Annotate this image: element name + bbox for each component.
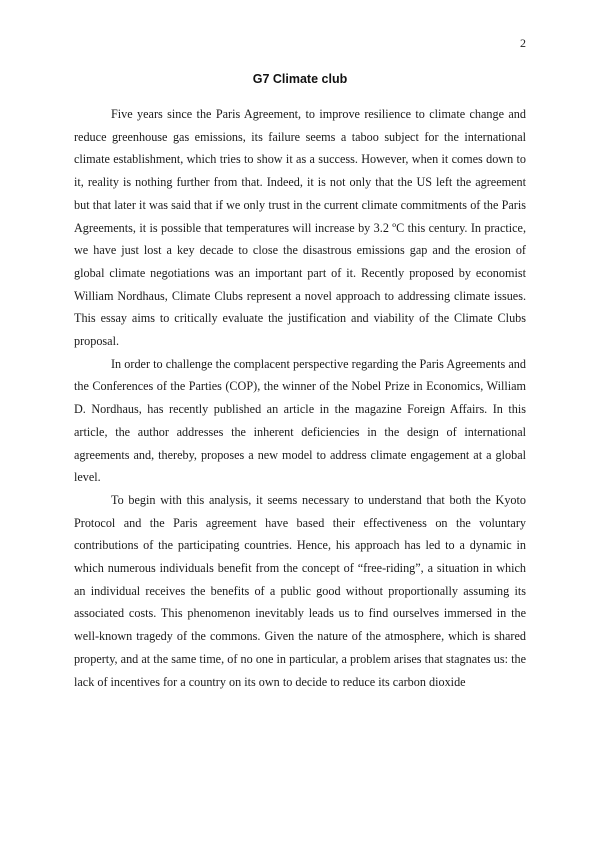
document-title: G7 Climate club bbox=[252, 72, 348, 86]
page-number: 2 bbox=[520, 36, 526, 50]
paragraph: Five years since the Paris Agreement, to improve resilience to climate change and reduce greenhouse gas emissions, its failure seems a taboo subject for the international climate establishment, which tries to show it as a success. However, when it comes down to it, reality is nothing further from that. Indeed, it is not only that the US left the agreement but that later it was said that if we only trust in the current climate commitments of the Paris Agreements, it is possible that temperatures will increase by 3.2 ºC this century. In practice, we have just lost a key decade to close the disastrous emissions gap and the erosion of global climate negotiations was an important part of it. Recently proposed by economist William Nordhaus, Climate Clubs represent a novel approach to addressing climate issues. This essay aims to critically evaluate the justification and viability of the Climate Clubs proposal. bbox=[74, 107, 526, 349]
document-body bbox=[74, 103, 526, 693]
paragraph: In order to challenge the complacent perspective regarding the Paris Agreements and the Conferences of the Parties (COP), the winner of the Nobel Prize in Economics, William D. Nordhaus, has recently published an article in the magazine Foreign Affairs. In this article, the author addresses the inherent deficiencies in the design of international agreements and, thereby, proposes a new model to address climate engagement at a global level. bbox=[74, 356, 526, 485]
paragraph: To begin with this analysis, it seems necessary to understand that both the Kyoto Protocol and the Paris agreement have based their effectiveness on the voluntary contributions of the participating countries. Hence, his approach has led to a dynamic in which numerous individuals benefit from the concept of “free-riding”, a situation in which an individual receives the benefits of a public good without proportionally assuming its associated costs. This phenomenon inevitably leads us to find ourselves immersed in the well-known tragedy of the commons. Given the nature of the atmosphere, which is shared property, and at the same time, of no one in particular, a problem arises that stagnates us: the lack of incentives for a country on its own to decide to reduce its carbon dioxide bbox=[74, 492, 526, 689]
